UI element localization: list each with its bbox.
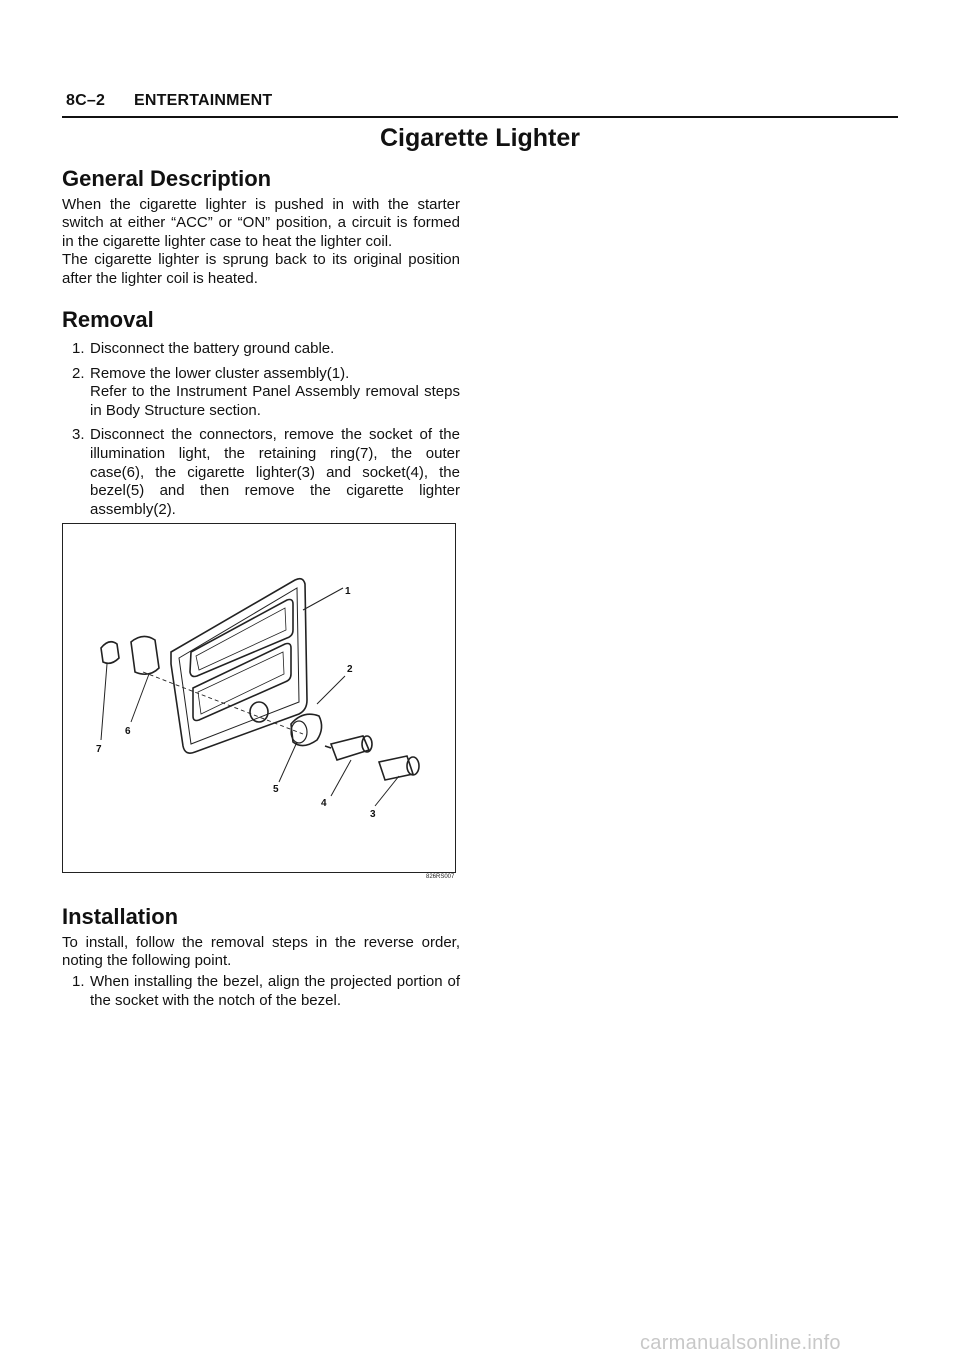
general-line: The cigarette lighter is sprung back to its original position [62, 251, 460, 269]
general-line: in the cigarette lighter case to heat the lighter coil. [62, 232, 393, 250]
callout-6: 6 [125, 726, 131, 737]
step-number: 1. [72, 340, 85, 357]
section-name: ENTERTAINMENT [134, 92, 273, 109]
step-number: 2. [72, 364, 85, 382]
exploded-view-figure [62, 523, 456, 873]
callout-5: 5 [273, 784, 279, 795]
general-line: after the lighter coil is heated. [62, 269, 258, 287]
general-description-heading: General Description [62, 166, 272, 191]
step-text: Disconnect the battery ground cable. [90, 340, 335, 357]
callout-7: 7 [96, 744, 102, 755]
general-line: switch at either “ACC” or “ON” position, a circuit is formed [62, 214, 460, 232]
installation-steps [62, 973, 460, 1016]
callout-2: 2 [347, 664, 353, 675]
figure-code: 826RS007 [426, 874, 455, 880]
lighter-hole [250, 702, 268, 722]
watermark: carmanualsonline.info [640, 1332, 841, 1354]
removal-heading: Removal [62, 307, 154, 332]
general-description-text [62, 196, 460, 288]
retaining-ring [101, 642, 119, 664]
removal-steps [62, 340, 460, 525]
page-number: 8C–2 [66, 92, 106, 109]
removal-step [62, 365, 460, 421]
installation-heading: Installation [62, 904, 179, 929]
exploded-view-drawing [63, 524, 457, 874]
outer-case [131, 636, 159, 674]
callout-3: 3 [370, 809, 376, 820]
step-text: Remove the lower cluster assembly(1). [90, 364, 350, 382]
general-line: When the cigarette lighter is pushed in with the starter [62, 196, 460, 213]
installation-line: noting the following point. [62, 952, 232, 970]
step-number: 1. [72, 973, 85, 990]
step-note: Refer to the Instrument Panel Assembly removal steps in Body Structure section. [90, 383, 460, 419]
step-number: 3. [72, 426, 85, 444]
step-text: When installing the bezel, align the projected portion of the socket with the notch of the bezel. [90, 973, 460, 1009]
removal-step [62, 426, 460, 519]
removal-step [62, 340, 460, 359]
installation-text [62, 934, 460, 971]
page-header [62, 92, 898, 118]
page-title: Cigarette Lighter [379, 124, 581, 152]
installation-step [62, 973, 460, 1010]
callout-4: 4 [321, 798, 327, 809]
step-text: Disconnect the connectors, remove the socket of the illumination light, the retaining ring(7), the outer case(6), the cigarette lighter(3) and socket(4), the bezel(5) and then remove the cigarette lighter assembly(2). [90, 426, 460, 518]
installation-line: To install, follow the removal steps in the reverse order, [62, 934, 460, 951]
callout-1: 1 [345, 586, 351, 597]
